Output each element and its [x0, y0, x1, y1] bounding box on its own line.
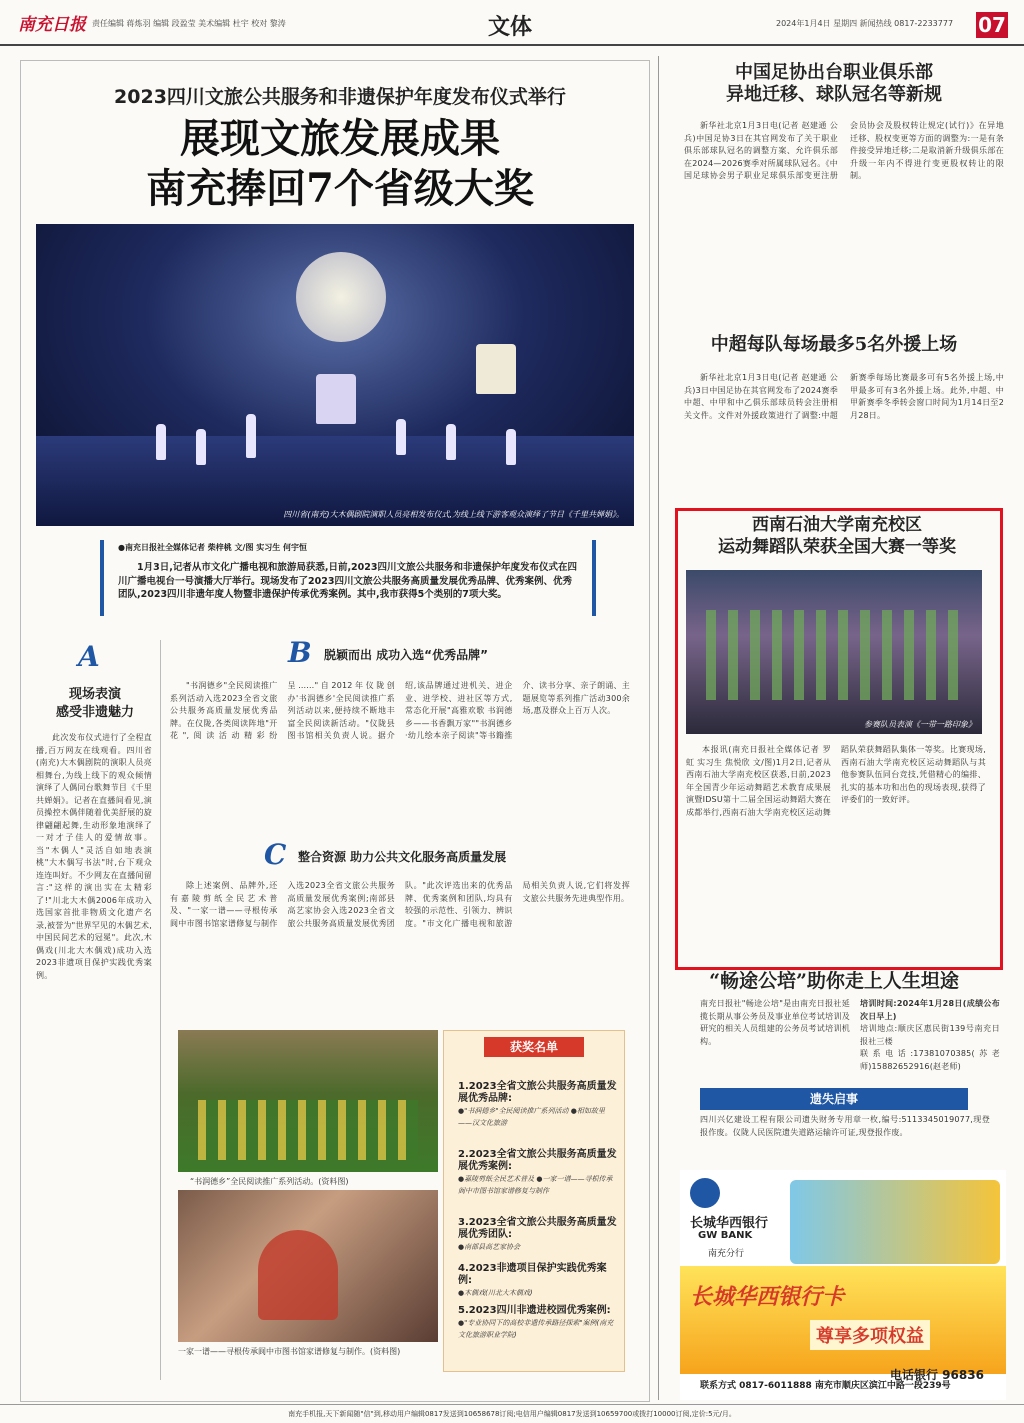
bank-phone: 电话银行 96836 [890, 1368, 984, 1382]
headline-line-1: 展现文旅发展成果 [180, 115, 500, 162]
training-phone: 联系电话:17381070385(苏老师)15882652916(赵老师) [860, 1049, 1000, 1071]
award-detail: ●嘉陵剪纸全民艺术普及 ●一家一谱——寻根传承阆中市图书馆家谱修复与制作 [458, 1175, 613, 1195]
performer [196, 429, 206, 465]
dance-team-photo [686, 570, 982, 734]
section-a-paragraph: 此次发布仪式进行了全程直播,百万网友在线观看。四川省(南充)大木偶剧院的演职人员亮相舞台,为线上线下的观众倾情演绎了人偶同台歌舞节目《千里共婵娟》。记者在直播间看见,演员操控木偶伴随着优美舒展的旋律翩翩起舞,生动形象地演绎了一对才子佳人的爱情故事。当"木偶人"灵活自如地表演桃"大木偶写书法"时,台下观众连连叫好。不少网友在直播间留言:"这样的演出实在太精彩了!"川北大木偶2006年成功入选国家首批非物质文化遗产名录,被誉为"世界罕见的木偶艺术,中国民间艺术的冠冕"。此次,木偶戏(川北大木偶戏)成功入选2023非遗项目保护实践优秀案例。 [36, 733, 152, 980]
football-clubs-headline-line1: 中国足协出台职业俱乐部 [735, 62, 933, 83]
column-divider [160, 640, 161, 1380]
awards-box [443, 1030, 625, 1372]
reading-activity-photo [178, 1030, 438, 1172]
performer [446, 424, 456, 460]
bank-logo-icon [690, 1178, 720, 1208]
main-photo [36, 224, 634, 526]
photo3-caption: 一家一谱——寻根传承阆中市图书馆家谱修复与制作。(资料图) [178, 1347, 401, 1356]
moon-prop [296, 252, 386, 342]
award-item [458, 1217, 618, 1253]
performer [506, 429, 516, 465]
newspaper-logo: 南充日报 [18, 15, 86, 35]
performer [246, 414, 256, 458]
football-clubs-headline-line2: 异地迁移、球队冠名等新规 [726, 84, 942, 105]
award-item [458, 1081, 618, 1129]
award-title: 3.2023全省文旅公共服务高质量发展优秀团队: [458, 1217, 617, 1240]
award-item [458, 1263, 618, 1299]
section-b-paragraph: "书润德乡"全民阅读推广系列活动入选2023全省文旅公共服务高质量发展优秀品牌。在仪陇,各类阅读阵地"开花",阅读活动精彩纷呈……"自2012年仪陇创办'书润德乡'全民阅读推广系列活动以来,便持续不断地丰富全民阅读新活动。"仪陇县图书馆相关负责人说。据介绍,该品牌通过进机关、进企业、进学校、进社区等方式,常态化开展"高雅欢歌 书润德乡——书香飘万家""书润德乡·幼儿绘本亲子阅读"等书籍推介、读书分享、亲子朗诵、主题展览等系列推广活动300余场,惠及群众上百万人次。 [170, 681, 630, 740]
dance-team-paragraph: 本报讯(南充日报社全媒体记者 罗虹 实习生 焦悦欣 文/图)1月2日,记者从西南石油大学南充校区获悉,日前,2023年全国青少年运动舞蹈艺术教育成果展演暨IDSU第十二届全国运动舞蹈大赛在成都举行,西南石油大学南充校区运动舞蹈队荣获舞蹈队集体一等奖。比赛现场,西南石油大学南充校区运动舞蹈队与其他参赛队伍同台竞技,凭借精心的编排、扎实的基本功和出色的现场表现,获得了评委们的一致好评。 [686, 745, 986, 817]
intro-box [100, 540, 596, 616]
bank-branch: 南充分行 [708, 1249, 745, 1259]
puppet [316, 374, 356, 424]
headline-line-2: 南充捧回7个省级大奖 [146, 165, 534, 212]
editors-line: 责任编辑 蒋炼羽 编辑 段盈莹 美术编辑 杜宇 校对 黎涛 [92, 19, 286, 28]
lost-notice-header: 遗失启事 [700, 1088, 968, 1110]
section-c-title: 整合资源 助力公共文化服务高质量发展 [298, 850, 507, 864]
calligraphy-scroll [476, 344, 516, 394]
training-ad-details [860, 998, 1000, 1071]
volunteer-figure [258, 1230, 338, 1320]
award-item [458, 1149, 618, 1197]
section-b-letter: B [288, 636, 312, 669]
training-ad-text [700, 998, 850, 1068]
award-title: 2.2023全省文旅公共服务高质量发展优秀案例: [458, 1149, 617, 1172]
award-detail: ●南部县高艺家协会 [458, 1243, 521, 1251]
date-info: 2024年1月4日 星期四 新闻热线 0817-2233777 [776, 19, 954, 28]
performer [156, 424, 166, 460]
bank-name-en: GW BANK [698, 1230, 753, 1241]
training-place: 培训地点:顺庆区惠民街139号南充日报社三楼 [860, 1024, 1000, 1046]
football-clubs-text [684, 120, 1004, 316]
section-a-title-line1: 现场表演 [68, 687, 121, 702]
page-number: 07 [976, 12, 1008, 38]
intro-text: 1月3日,记者从市文化广播电视和旅游局获悉,日前,2023四川文旅公共服务和非遗保护年度发布仪式在四川广播电视台一号演播大厅举行。现场发布了2023四川文旅公共服务高质量发展优秀品牌、优秀案例、优秀团队,2023四川非遗年度人物暨非遗保护传承优秀案例。其中,我市获得5个类别的7项大奖。 [118, 562, 577, 600]
dance-photo-caption: 参赛队员表演《一带一路印象》 [864, 720, 976, 729]
footer: 南充手机报,天下新闻随"信"到,移动用户编辑0817发送到10658678订阅;电信用户编辑0817发送到10659700或拨打10000订阅,定价:5元/月。 [0, 1404, 1024, 1423]
award-title: 4.2023非遗项目保护实践优秀案例: [458, 1263, 607, 1286]
children-crowd [198, 1100, 418, 1160]
section-c-text [170, 880, 630, 1020]
page-divider [658, 56, 659, 1400]
section-b-text [170, 680, 630, 830]
award-detail: ●"书润德乡"全民阅读推广系列活动 ●相如故里——汉文化旅游 [458, 1107, 605, 1127]
bank-name: 长城华西银行 [690, 1216, 769, 1231]
csl-foreign-players-text [684, 372, 1004, 498]
bank-card-title: 长城华西银行卡 [690, 1284, 845, 1310]
dancers-group [706, 610, 962, 700]
section-c-paragraph: 除上述案例、品牌外,还有嘉陵剪纸全民艺术普及、"一家一谱——寻根传承阆中市图书馆家谱修复与制作入选2023全省文旅公共服务高质量发展优秀案例;南部县高艺家协会入选2023全省文旅公共服务高质量发展优秀团队。"此次评选出来的优秀品牌、优秀案例和团队,均具有较强的示范性、引领力、辨识度。"市文化广播电视和旅游局相关负责人说,它们将发挥文旅公共服务先进典型作用。 [170, 881, 630, 928]
section-b-title: 脱颖而出 成功入选“优秀品牌” [324, 648, 488, 662]
football-clubs-headline [664, 62, 1004, 106]
lost-notice-text: 四川兴亿建设工程有限公司遗失财务专用章一枚,编号:5113345019077,现登报作废。仪陇人民医院遗失道路运输许可证,现登报作废。 [700, 1115, 990, 1137]
section-c-letter: C [264, 838, 287, 871]
awards-header: 获奖名单 [484, 1037, 584, 1057]
csl-foreign-players-paragraph: 新华社北京1月3日电(记者 赵建通 公兵)3日中国足协在其官网发布了2024赛季中超、中甲和中乙俱乐部球员转会注册相关文件。文件对外援政策进行了调整:中超新赛季每场比赛最多可有5名外援上场,中甲最多可有3名外援上场。此外,中超、中甲新赛季冬季转会窗口时间为1月14日至2月28日。 [684, 373, 1004, 420]
photo2-caption: “书润德乡”全民阅读推广系列活动。(资料图) [190, 1177, 349, 1186]
training-ad-intro: 南充日报社"畅途公培"是由南充日报社延揽长期从事公务员及事业单位考试培训及研究的相关人员组建的公务员考试培训机构。 [700, 999, 850, 1046]
training-date: 培训时间:2024年1月28日(成绩公布次日早上) [860, 999, 1000, 1021]
main-headline [60, 114, 620, 214]
performer [396, 419, 406, 455]
bank-slogan: 尊享多项权益 [810, 1320, 930, 1350]
photo-caption: 四川省(南充)大木偶剧院演职人员亮相发布仪式,为线上线下游客观众演绎了节目《千里共婵娟》。 [283, 510, 624, 519]
bank-banner [790, 1180, 1000, 1264]
dance-team-headline-line1: 西南石油大学南充校区 [752, 515, 922, 535]
csl-foreign-players-headline: 中超每队每场最多5名外援上场 [710, 334, 958, 355]
football-clubs-paragraph: 新华社北京1月3日电(记者 赵建通 公兵)中国足协3日在其官网发布了关于职业俱乐部球队冠名的调整方案、允许俱乐部在2024—2026赛季对所属球队冠名。《中国足球协会男子职业足球俱乐部变更注册会员协会及股权转让规定(试行)》在异地迁移、股权变更等方面的调整为:一是有条件接受异地迁移;二是取消新升级俱乐部在升级一年内不得进行变更股权转让的限制。 [684, 121, 1004, 180]
bank-advertisement [680, 1170, 1006, 1400]
award-title: 1.2023全省文旅公共服务高质量发展优秀品牌: [458, 1081, 617, 1104]
section-a-text [36, 732, 152, 1372]
section-a-title [40, 686, 150, 722]
main-kicker: 2023四川文旅公共服务和非遗保护年度发布仪式举行 [114, 86, 566, 108]
dance-team-headline [680, 514, 994, 558]
award-detail: ●木偶戏(川北大木偶戏) [458, 1289, 533, 1297]
dance-team-headline-line2: 运动舞蹈队荣获全国大赛一等奖 [718, 537, 956, 557]
dance-team-text [686, 744, 986, 954]
section-a-title-line2: 感受非遗魅力 [55, 705, 134, 720]
award-title: 5.2023四川非遗进校园优秀案例: [458, 1305, 611, 1316]
award-detail: ●"专业协同下的高校非遗传承路径探索"案例(南充文化旅游职业学院) [458, 1319, 614, 1339]
section-a-letter: A [78, 640, 100, 673]
section-title: 文体 [488, 14, 533, 40]
bank-contact: 联系方式 0817-6011888 南充市顺庆区滨江中路一段239号 [700, 1381, 951, 1391]
award-item [458, 1305, 618, 1341]
byline: ●南充日报社全媒体记者 柴梓桃 文/图 实习生 何宇恒 [118, 543, 308, 552]
genealogy-photo [178, 1190, 438, 1342]
training-ad-headline: “畅途公培”助你走上人生坦途 [709, 970, 959, 992]
